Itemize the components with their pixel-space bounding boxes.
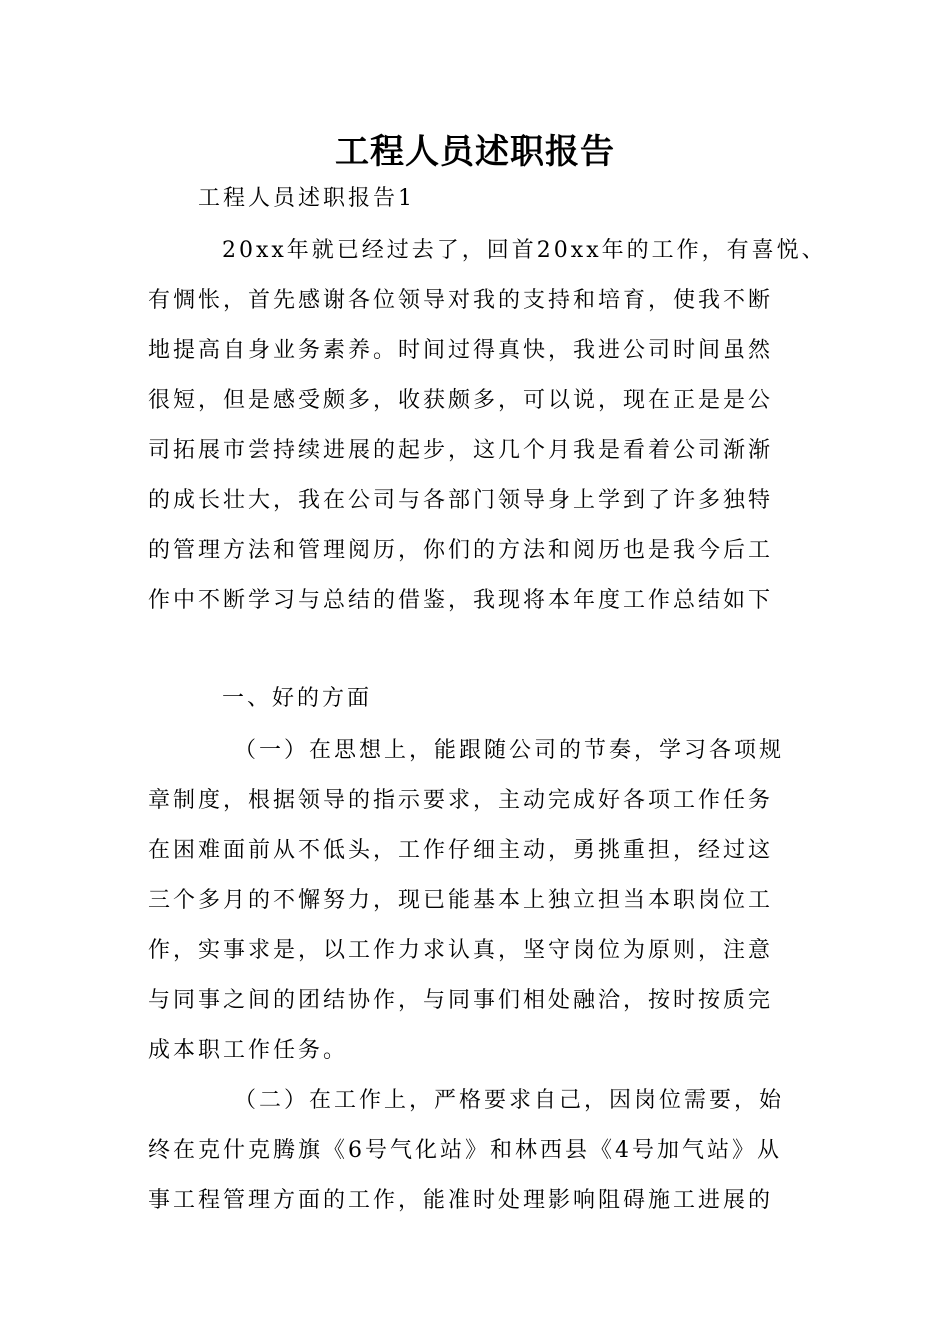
paragraph-line: 成本职工作任务。: [148, 1038, 349, 1063]
section-heading: 一、好的方面: [222, 686, 373, 711]
paragraph-line: 事工程管理方面的工作，能准时处理影响阻碍施工进展的: [148, 1188, 774, 1213]
document-subtitle: 工程人员述职报告1: [198, 186, 415, 211]
paragraph-line: 作，实事求是，以工作力求认真，坚守岗位为原则，注意: [148, 938, 774, 963]
paragraph-line: 三个多月的不懈努力，现已能基本上独立担当本职岗位工: [148, 888, 774, 913]
paragraph-line: 很短，但是感受颇多，收获颇多，可以说，现在正是是公: [148, 388, 774, 413]
paragraph-line: 司拓展市尝持续进展的起步，这几个月我是看着公司渐渐: [148, 438, 774, 463]
paragraph-line: 的管理方法和管理阅历，你们的方法和阅历也是我今后工: [148, 538, 774, 563]
paragraph-line: 与同事之间的团结协作，与同事们相处融洽，按时按质完: [148, 988, 774, 1013]
paragraph-line: （二）在工作上，严格要求自己，因岗位需要，始: [234, 1088, 785, 1113]
paragraph-line: 在困难面前从不低头，工作仔细主动，勇挑重担，经过这: [148, 838, 774, 863]
paragraph-line: （一）在思想上，能跟随公司的节奏，学习各项规: [234, 738, 785, 763]
paragraph-line: 20xx年就已经过去了，回首20xx年的工作，有喜悦、: [222, 238, 827, 263]
paragraph-line: 有惆怅，首先感谢各位领导对我的支持和培育，使我不断: [148, 288, 774, 313]
document-title: 工程人员述职报告: [335, 132, 615, 172]
paragraph-line: 章制度，根据领导的指示要求，主动完成好各项工作任务: [148, 788, 774, 813]
paragraph-line: 的成长壮大，我在公司与各部门领导身上学到了许多独特: [148, 488, 774, 513]
paragraph-line: 地提高自身业务素养。时间过得真快，我进公司时间虽然: [148, 338, 774, 363]
paragraph-line: 作中不断学习与总结的借鉴，我现将本年度工作总结如下: [148, 588, 774, 613]
paragraph-line: 终在克什克腾旗《6号气化站》和林西县《4号加气站》从: [148, 1138, 782, 1163]
